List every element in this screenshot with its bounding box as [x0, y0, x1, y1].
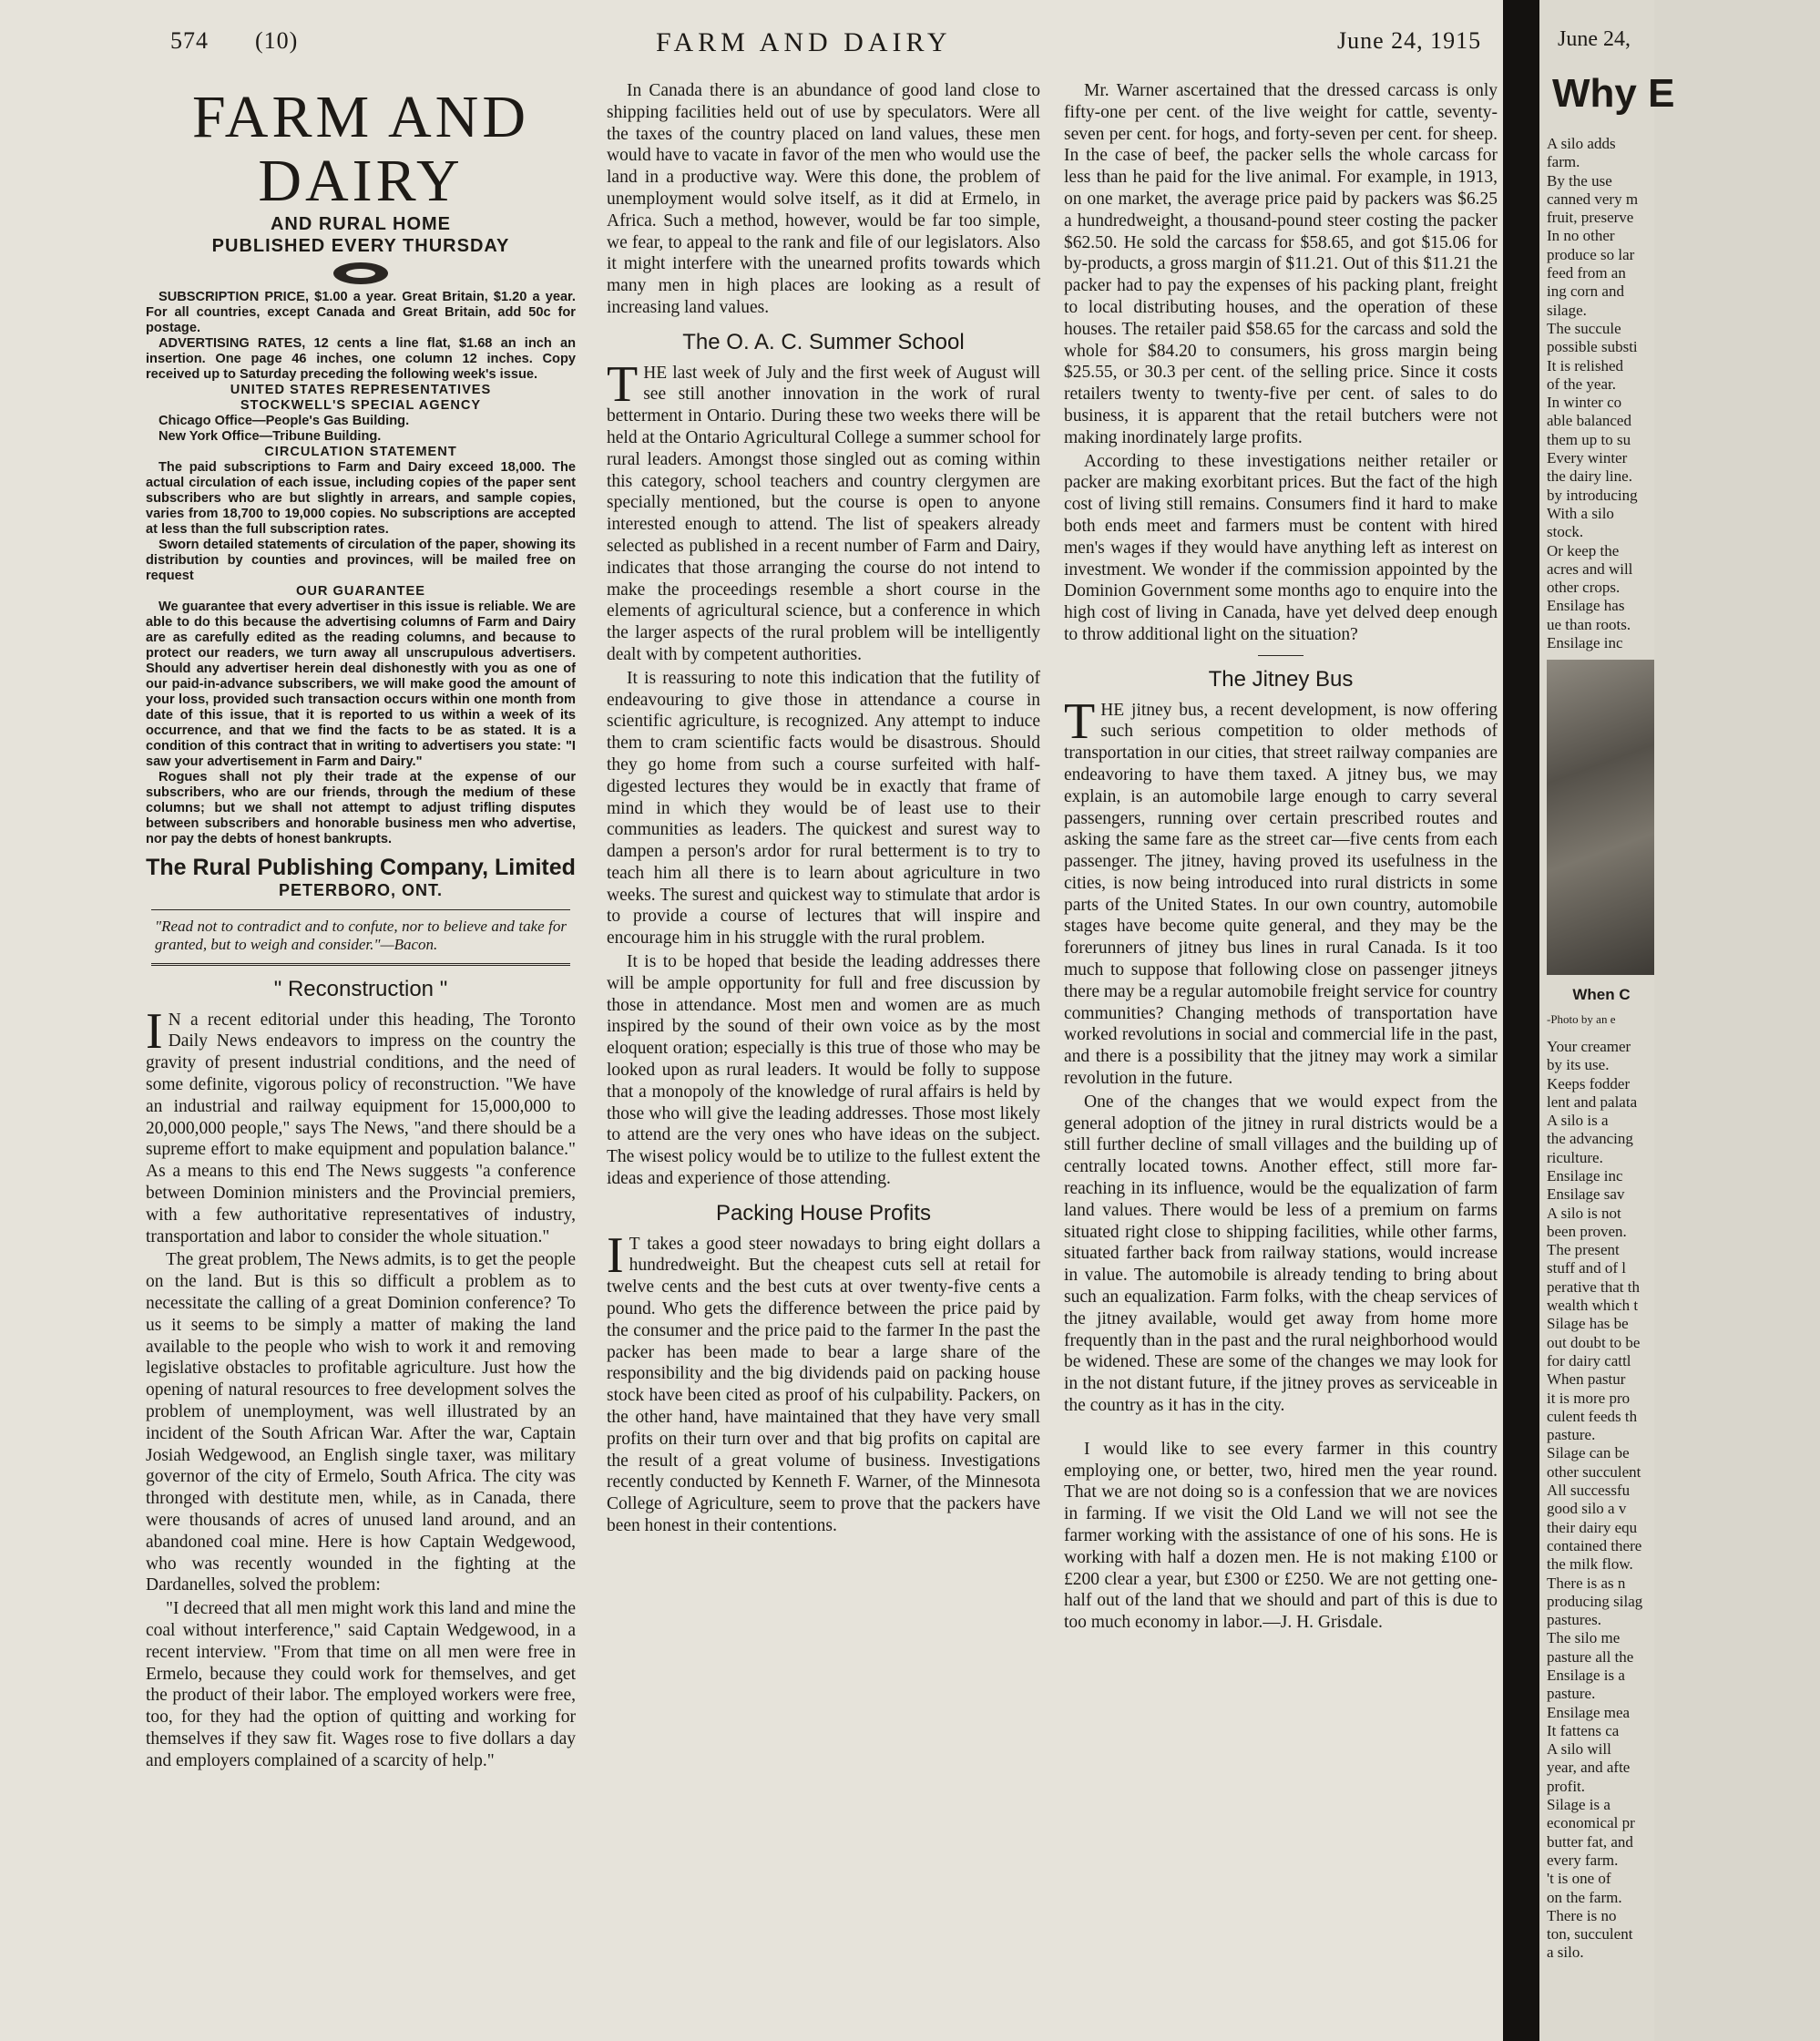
photo-credit: -Photo by an e [1547, 1011, 1616, 1026]
masthead-title: FARM AND DAIRY [191, 84, 530, 214]
adjacent-text-line: Every winter [1547, 449, 1628, 467]
adjacent-text-line: the milk flow. [1547, 1555, 1633, 1574]
emblem-icon [333, 262, 388, 284]
adjacent-text-line: by its use. [1547, 1056, 1610, 1074]
adjacent-text-line: contained there [1547, 1536, 1642, 1554]
adjacent-text-line: 't is one of [1547, 1870, 1611, 1888]
article-paragraph: One of the changes that we would expect from the general adoption of the jitney in rural districts would be a still further decline of small villages and the building up of centrally located towns. Another effect, still more far-reaching in its influence, would be the equalization of farm land values. There would be less of a premium on farms situated right close to shipping facilities, while other farms, situated farther back from railway stations, would increase in value. The automobile is already tending to bring about such an equalization. Farm folks, with the cheap services of the jitney available, would get away from home more frequently than in the past and the rural neighborhood would be widened. These are some of the changes we may look for in the not distant future, if the jitney proves as serviceable in the country as it has in the city. [1064, 1092, 1498, 1416]
article-paragraph: It is reassuring to note this indication that the futility of endeavouring to give those in attendance a course in scientific agriculture, is recognized. Any attempt to induce them to cram scientific facts would be disastrous. Should they go home from such a course surfeited with half-digested lectures they would be in exactly that frame of mind in which they would be of least use to their communities as leaders. The quickest and surest way to dampen a person's ardor for rural betterment is to try to teach him all there is to learn about agriculture in two weeks. The surest and quickest way to stimulate that ardor is to provide a course of lectures that will inspire and encourage him in his struggle with the rural problem. [607, 668, 1040, 949]
adjacent-text-line: a silo. [1547, 1944, 1584, 1962]
article-paragraph: "I decreed that all men might work this land and mine the coal without interference," said Captain Wedgewood, in a recent interview. "From that time on all men were free in Ermelo, because they could work for themselves, and get the product of their labor. The employed workers were free, too, for they had the option of quitting and working for themselves if they saw fit. Wages rose to five dollars a day and employers complained of a scarcity of help." [146, 1599, 576, 1770]
article-title-oac: The O. A. C. Summer School [682, 329, 965, 354]
adjacent-text-line: Silage can be [1547, 1444, 1630, 1462]
masthead-fine-print [146, 290, 576, 847]
drop-cap: T [607, 355, 639, 413]
article-title-packing: Packing House Profits [715, 1200, 932, 1226]
adjacent-text-line: In winter co [1547, 394, 1622, 412]
adjacent-text-line: other crops. [1547, 579, 1621, 597]
adjacent-text-line: silage. [1547, 301, 1587, 319]
adjacent-text-line: year, and afte [1547, 1759, 1631, 1777]
adjacent-text-line: wealth which t [1547, 1297, 1639, 1315]
adjacent-text-line: good silo a v [1547, 1500, 1627, 1518]
adjacent-text-line: for dairy cattl [1547, 1351, 1631, 1369]
adjacent-text-line: possible substi [1547, 338, 1638, 356]
adjacent-page-header: June 24, [1558, 27, 1631, 51]
adjacent-page [1539, 0, 1675, 2041]
circulation-heading: CIRCULATION STATEMENT [264, 445, 457, 459]
newyork-office: New York Office—Tribune Building. [158, 429, 382, 444]
adjacent-text-line: ue than roots. [1547, 615, 1631, 633]
adjacent-text-line: Ensilage is a [1547, 1667, 1625, 1684]
guarantee-heading: OUR GUARANTEE [296, 584, 425, 599]
drop-cap: I [146, 1002, 163, 1060]
running-masthead: FARM AND DAIRY [656, 27, 952, 57]
adjacent-text-line: pasture. [1547, 1685, 1596, 1703]
adjacent-text-line: other succulent [1547, 1462, 1641, 1481]
masthead-subtitle: AND RURAL HOME [270, 214, 452, 234]
adjacent-text-line: Ensilage inc [1547, 634, 1623, 652]
adjacent-text-line: Or keep the [1547, 541, 1620, 559]
adjacent-page-title: Why E [1552, 71, 1675, 116]
adjacent-text-line: perative that th [1547, 1277, 1640, 1296]
adjacent-text-line: By the use [1547, 171, 1612, 190]
adjacent-text-line: ton, succulent [1547, 1925, 1633, 1944]
adjacent-text-line: profit. [1547, 1777, 1586, 1795]
adjacent-text-line: stock. [1547, 523, 1584, 541]
adjacent-text-line: out doubt to be [1547, 1333, 1641, 1351]
article-paragraph: I T takes a good steer nowadays to bring eight dollars a hundredweight. But the cheapest cuts sell at retail for twelve cents and the best cuts at over twenty-five cents a pound. Who gets the difference between the price paid by the consumer and the price paid to the farmer In the past the packer has been made to bear a large share of the responsibility and the big dividends paid on packing house stock have been cited as proof of his culpability. Packers, on the other hand, have maintained that they have very small profits on their turn over and that big profits on capital are the result of a great volume of business. Investigations recently conducted by Kenneth F. Warner, of the Minnesota College of Agriculture, seem to prove that the packers have been honest in their contentions. [607, 1226, 1040, 1535]
adjacent-text-line: The present [1547, 1241, 1620, 1259]
adjacent-text-line: culent feeds th [1547, 1407, 1638, 1425]
adjacent-text-line: economical pr [1547, 1814, 1635, 1832]
article-paragraph: THE jitney bus, a recent development, is now offering such serious competition to older methods of transportation in our cities, that street railway companies are endeavoring to have them taxed. A jitney bus, we may explain, is an automobile large enough to carry several passengers, running over certain prescribed routes and asking the same fare as the street car—five cents from each passenger. The jitney, having proved its usefulness in the cities, is now being introduced into rural districts in some parts of the United States. In our own country, automobile stages have become quite general, and they may be the forerunners of jitney bus lines in rural Canada. Is it too much to suppose that following close on passenger jitneys there may be a regular automobile freight service for country communities? Changing methods of transportation have worked revolutions in social and commercial life in the past, and there is a possibility that the jitney may work a similar revolution in the future. [1064, 692, 1498, 1089]
page-number: 574 [170, 27, 209, 54]
adjacent-text-line: fruit, preserve [1547, 209, 1634, 227]
article-paragraph: It is to be hoped that beside the leading addresses there will be ample opportunity for full and free discussion by those in attendance. Most men and women are as much inspired by the sound of their own voice as by the most eloquent oration; especially is this true of those who may be looked upon as rural leaders. It would be folly to suppose that a monopoly of the knowledge of rural affairs is held by those who will give the leading addresses. Those most likely to attend are the very ones who have ideas on the subject. The wisest policy would be to utilize to the fullest extent the ideas and experience of those attending. [607, 952, 1040, 1189]
article-paragraph: According to these investigations neither retailer or packer are making exorbitant prices. But the fact of the high cost of living still remains. Consumers find it hard to make both ends meet and farmers must be content with hired men's wages if they would have anything left as interest on investment. We wonder if the commission appointed by the Dominion Government some months ago to enquire into the high cost of living in Canada, have yet delved deep enough to throw additional light on the situation? [1064, 451, 1498, 644]
adjacent-text-line: Silage is a [1547, 1796, 1610, 1814]
masthead-box [146, 86, 576, 966]
adjacent-text-line: The silo me [1547, 1629, 1621, 1647]
adjacent-text-line: pasture all the [1547, 1647, 1634, 1666]
drop-cap: T [1064, 692, 1096, 750]
adjacent-text-line: Ensilage inc [1547, 1166, 1623, 1185]
adjacent-text-line: Your creamer [1547, 1037, 1631, 1055]
adjacent-text-line: produce so lar [1547, 245, 1635, 263]
adjacent-text-line: A silo will [1547, 1740, 1611, 1759]
adjacent-text-line: able balanced [1547, 412, 1631, 430]
drop-cap: I [607, 1226, 624, 1284]
adjacent-text-line: the dairy line. [1547, 467, 1632, 486]
adjacent-text-line: In no other [1547, 227, 1615, 245]
issue-date: June 24, 1915 [1337, 27, 1482, 54]
adjacent-text-line: farm. [1547, 153, 1580, 171]
advertising-text: ADVERTISING RATES, 12 cents a line flat, $1.68 an inch an insertion. One page 46 inches, one column 12 inches. Copy received up to Saturday preceding the following week's issue. [146, 336, 576, 382]
guarantee-text: We guarantee that every advertiser in this issue is reliable. We are able to do this because the advertising columns of Farm and Dairy are as carefully edited as the reading columns, and because to protect our readers, we turn away all unscrupulous advertisers. Should any advertiser herein deal dishonestly with you as one of our paid-in-advance subscribers, we will make good the amount of your loss, provided such transaction occurs within one month from date of this issue, that it is reported to us within a week of its occurrence, and that we find the facts to be as stated. It is a condition of this contract that in writing to advertisers you state: "I saw your advertisement in Farm and Dairy." [146, 600, 576, 769]
article-paragraph: THE last week of July and the first week of August will see still another innovation in the work of rural betterment in Ontario. During these two weeks there will be held at the Ontario Agricultural College a summer school for rural leaders. Amongst those singled out as coming within this category, school teachers and country clergymen are specially mentioned, but the course is open to anyone interested enough to attend. The list of speakers already selected as published in a recent number of Farm and Dairy, indicates that those arranging the course do not intend to make the proceedings resemble a short course in the elements of agricultural science, but a conference in which the larger aspects of the rural problem will be intelligently dealt with by competent authorities. [607, 355, 1040, 664]
circulation-text-2: Sworn detailed statements of circulation of the paper, showing its distribution by counties and provinces, will be mailed free on request [146, 538, 576, 583]
adjacent-text-line: A silo adds [1547, 135, 1616, 152]
adjacent-text-line: It fattens ca [1547, 1721, 1620, 1739]
photo-caption: When C [1572, 986, 1631, 1004]
publisher-name: The Rural Publishing Company, Limited [146, 855, 576, 880]
adjacent-text-line: riculture. [1547, 1148, 1603, 1166]
adjacent-text-line: The succule [1547, 319, 1621, 337]
article-paragraph: In Canada there is an abundance of good land close to shipping facilities held out of use by speculators. Were all the taxes of the country placed on land values, these men would have to vacate in favor of the men who would use the land in a productive way. Were this done, the problem of unemployment would solve itself, as it did at Ermelo, in Africa. Such a method, however, would be far too simple, we fear, to appeal to the rank and file of our legislators. Also it might interfere with the unearned profits towards which many men in high places are looking as a result of increasing land values. [607, 81, 1040, 317]
adjacent-text-line: Ensilage mea [1547, 1703, 1631, 1721]
adjacent-text-line: It is relished [1547, 356, 1624, 374]
column-3 [1064, 80, 1498, 1636]
agency-name: STOCKWELL'S SPECIAL AGENCY [240, 398, 482, 413]
adjacent-text-line: been proven. [1547, 1222, 1627, 1240]
adjacent-text-line: When pastur [1547, 1370, 1626, 1389]
adjacent-text-line: the advancing [1547, 1130, 1633, 1148]
adjacent-text-line: canned very m [1547, 190, 1639, 208]
adjacent-text-line: their dairy equ [1547, 1518, 1638, 1536]
column-2 [607, 80, 1040, 1539]
us-reps-heading: UNITED STATES REPRESENTATIVES [230, 383, 492, 397]
adjacent-text-line: ing corn and [1547, 282, 1624, 301]
divider [151, 909, 570, 910]
adjacent-text-line: feed from an [1547, 264, 1626, 282]
adjacent-text-bottom [1547, 1038, 1820, 1963]
column-1 [146, 80, 576, 1773]
adjacent-text-line: producing silag [1547, 1592, 1643, 1610]
article-title-jitney: The Jitney Bus [1208, 666, 1354, 692]
bacon-quote: "Read not to contradict and to confute, nor to believe and take for granted, but to weigh and consider."—Bacon. [155, 917, 567, 953]
article-paragraph: Mr. Warner ascertained that the dressed carcass is only fifty-one per cent. of the live weight for cattle, seventy-seven per cent. for hogs, and forty-seven per cent. for sheep. In the case of beef, the packer sells the whole carcass for less than he paid for the live animal. For example, in 1913, on one market, the average price paid by packers was $6.25 a hundredweight, a thousand-pound steer costing the packer $62.50. He sold the carcass for $58.65, and got $15.06 for by-products, a gross margin of $11.21. Out of this $11.21 the packer had to pay the expenses of his packing plant, freight to local distributing houses, and the operation of these houses. The retailer paid $58.65 for the carcass and sold the whole for $84.20 to consumers, his gross margin being $25.55, or 30.3 per cent. of the selling price. Since it costs retailers twenty to twenty-five per cent. of sales to do business, it is apparent that the retail butchers were not making inordinately large profits. [1064, 81, 1498, 447]
adjacent-text-line: them up to su [1547, 430, 1631, 448]
divider [1258, 655, 1304, 656]
adjacent-text-line: pastures. [1547, 1611, 1601, 1629]
adjacent-text-line: Ensilage has [1547, 597, 1625, 615]
subscription-text: SUBSCRIPTION PRICE, $1.00 a year. Great Britain, $1.20 a year. For all countries, except Canada and Great Britain, add 50c for postage. [146, 290, 576, 335]
section-number: (10) [255, 27, 299, 54]
article-title-reconstruction: " Reconstruction " [273, 976, 448, 1001]
adjacent-text-line: Silage has be [1547, 1315, 1629, 1333]
circulation-text: The paid subscriptions to Farm and Dairy exceed 18,000. The actual circulation of each issue, including copies of the paper sent subscribers who are but slightly in arrears, and sample copies, varies from 18,700 to 19,000 copies. No subscriptions are accepted at less than the full subscription rates. [146, 460, 576, 537]
masthead-subtitle-2: PUBLISHED EVERY THURSDAY [211, 236, 510, 256]
adjacent-text-line: lent and palata [1547, 1092, 1638, 1111]
adjacent-text-line: There is no [1547, 1906, 1617, 1924]
adjacent-text-line: butter fat, and [1547, 1832, 1633, 1851]
adjacent-text-line: of the year. [1547, 374, 1616, 393]
adjacent-text-line: acres and will [1547, 559, 1633, 578]
adjacent-text-line: every farm. [1547, 1851, 1619, 1869]
adjacent-text-line: Keeps fodder [1547, 1074, 1631, 1092]
article-paragraph: I N a recent editorial under this heading, The Toronto Daily News endeavors to impress on the country the gravity of present industrial conditions, and the need of some definite, vigorous policy of reconstruction. "We have an industrial and railway equipment for 15,000,000 to 20,000,000 people," says The News, "and there should be a supreme effort to make equipment and population balance." As a means to this end The News suggests "a conference between Dominion ministers and the Provincial premiers, with a few authoritative representatives of industry, transportation and labor to consider the whole situation." [146, 1002, 576, 1246]
guarantee-text-2: Rogues shall not ply their trade at the expense of our subscribers, who are our friends, through the medium of these columns; but we shall not attempt to adjust trifling disputes between subscribers and honorable business men who advertise, nor pay the debts of honest bankrupts. [146, 770, 576, 846]
adjacent-text-line: pasture. [1547, 1426, 1596, 1444]
double-divider [151, 963, 570, 966]
adjacent-text-line: Ensilage sav [1547, 1185, 1625, 1204]
adjacent-text-line: it is more pro [1547, 1389, 1631, 1407]
adjacent-text-line: stuff and of l [1547, 1259, 1627, 1277]
adjacent-page-column [1547, 135, 1820, 1963]
article-paragraph: I would like to see every farmer in this country employing one, or better, two, hired men the year round. That we are not doing so is a confession that we are novices in farming. If we visit the Old Land we will not see the farmer working with the assistance of one of his sons. He is working with half a dozen men. He is not making £100 or £200 clear a year, but £300 or £250. We are not getting one-half out of the land that we should and part of this is due to too much economy in labor.—J. H. Grisdale. [1064, 1439, 1498, 1633]
article-paragraph: The great problem, The News admits, is to get the people on the land. But is this so difficult a problem as to necessitate the calling of a great Dominion conference? To us it seems to be simply a matter of making the land available to the people who wish to work it and removing legislative obstacles to profitable agriculture. Just how the opening of natural resources to free development solves the problem of unemployment, was well illustrated by an incident of the South African War. After the war, Captain Josiah Wedgewood, an English single taxer, was military governor of the city of Ermelo, South Africa. The city was thronged with destitute men, while, as in Canada, there were thousands of acres of unused land around, and an abandoned coal mine. Here is how Captain Wedgewood, who was recently wounded in the fighting at the Dardanelles, solved the problem: [146, 1250, 576, 1595]
adjacent-text-line: A silo is a [1547, 1112, 1609, 1130]
chicago-office: Chicago Office—People's Gas Building. [158, 414, 410, 428]
adjacent-photo [1547, 660, 1654, 975]
adjacent-text-line: There is as n [1547, 1574, 1626, 1592]
page-gutter [1503, 0, 1539, 2041]
adjacent-text-line: With a silo [1547, 504, 1614, 522]
adjacent-text-line: on the farm. [1547, 1888, 1622, 1906]
adjacent-text-line: by introducing [1547, 486, 1638, 504]
publisher-location: PETERBORO, ONT. [278, 881, 443, 899]
adjacent-text-top [1547, 135, 1820, 652]
adjacent-text-line: A silo is not [1547, 1204, 1621, 1222]
adjacent-text-line: All successfu [1547, 1482, 1631, 1500]
